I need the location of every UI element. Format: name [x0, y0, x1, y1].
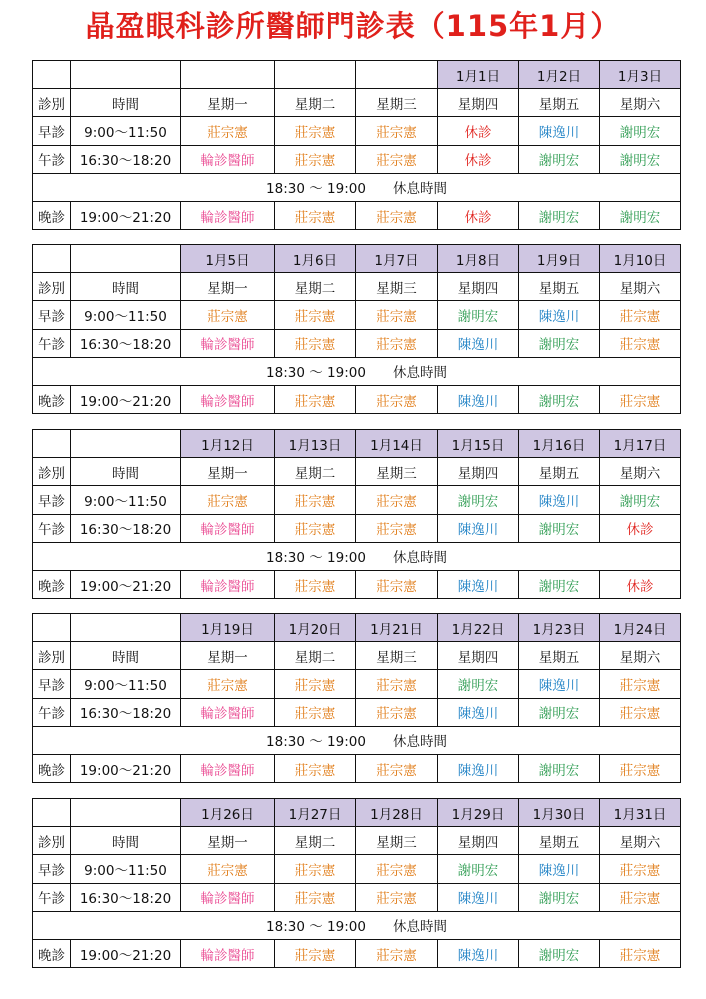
weekday-header: 星期五 [519, 273, 600, 301]
doctor-xie: 謝明宏 [519, 570, 600, 598]
blank-cell [33, 614, 71, 642]
doctor-rotating: 輪診醫師 [181, 939, 275, 967]
date-cell: 1月19日 [181, 614, 275, 642]
session-label: 早診 [33, 855, 71, 883]
page-title: 晶盈眼科診所醫師門診表（115年1月） [85, 9, 621, 43]
session-label: 晚診 [33, 201, 71, 229]
doctor-zhuang: 莊宗憲 [275, 486, 356, 514]
doctor-chen: 陳逸川 [438, 514, 519, 542]
session-row-afternoon [33, 145, 681, 173]
session-row-evening [33, 385, 681, 413]
weekday-header: 星期一 [181, 458, 275, 486]
break-row [33, 542, 681, 570]
doctor-rotating: 輪診醫師 [181, 201, 275, 229]
weekday-header: 星期三 [356, 273, 438, 301]
weekday-header: 星期六 [600, 273, 681, 301]
doctor-xie: 謝明宏 [600, 117, 681, 145]
doctor-rotating: 輪診醫師 [181, 883, 275, 911]
doctor-zhuang: 莊宗憲 [356, 329, 438, 357]
date-cell: 1月15日 [438, 430, 519, 458]
weekday-header: 星期三 [356, 642, 438, 670]
doctor-chen: 陳逸川 [519, 855, 600, 883]
session-label: 早診 [33, 117, 71, 145]
session-label: 晚診 [33, 570, 71, 598]
doctor-zhuang: 莊宗憲 [356, 754, 438, 782]
weekday-header: 星期二 [275, 273, 356, 301]
doctor-zhuang: 莊宗憲 [275, 855, 356, 883]
blank-cell [71, 61, 181, 89]
doctor-chen: 陳逸川 [438, 698, 519, 726]
weekday-header: 星期四 [438, 827, 519, 855]
doctor-zhuang: 莊宗憲 [356, 939, 438, 967]
date-cell: 1月14日 [356, 430, 438, 458]
date-cell: 1月5日 [181, 245, 275, 273]
session-time: 19:00～21:20 [71, 754, 181, 782]
weekday-header: 星期五 [519, 827, 600, 855]
doctor-zhuang: 莊宗憲 [600, 301, 681, 329]
doctor-zhuang: 莊宗憲 [275, 754, 356, 782]
session-row-morning [33, 486, 681, 514]
week-table-4 [32, 613, 681, 783]
date-cell: 1月31日 [600, 799, 681, 827]
doctor-zhuang: 莊宗憲 [356, 201, 438, 229]
break-row [33, 726, 681, 754]
session-label: 晚診 [33, 385, 71, 413]
weekday-header: 星期二 [275, 642, 356, 670]
weekday-header: 星期三 [356, 827, 438, 855]
weekday-header: 星期二 [275, 89, 356, 117]
session-time: 19:00～21:20 [71, 201, 181, 229]
blank-cell [71, 430, 181, 458]
date-cell: 1月26日 [181, 799, 275, 827]
date-row [33, 61, 681, 89]
doctor-chen: 陳逸川 [519, 301, 600, 329]
date-cell: 1月12日 [181, 430, 275, 458]
doctor-chen: 陳逸川 [519, 486, 600, 514]
doctor-zhuang: 莊宗憲 [275, 117, 356, 145]
doctor-zhuang: 莊宗憲 [275, 939, 356, 967]
weekday-header: 星期四 [438, 458, 519, 486]
session-row-evening [33, 754, 681, 782]
date-cell: 1月27日 [275, 799, 356, 827]
session-label: 晚診 [33, 939, 71, 967]
header-row [33, 89, 681, 117]
doctor-zhuang: 莊宗憲 [181, 855, 275, 883]
clinic-closed: 休診 [600, 514, 681, 542]
blank-cell [33, 245, 71, 273]
doctor-xie: 謝明宏 [438, 486, 519, 514]
date-cell: 1月28日 [356, 799, 438, 827]
doctor-xie: 謝明宏 [519, 939, 600, 967]
session-time: 16:30～18:20 [71, 698, 181, 726]
doctor-xie: 謝明宏 [519, 385, 600, 413]
session-time: 9:00～11:50 [71, 670, 181, 698]
blank-cell [33, 61, 71, 89]
doctor-zhuang: 莊宗憲 [356, 486, 438, 514]
date-cell: 1月13日 [275, 430, 356, 458]
session-row-afternoon [33, 514, 681, 542]
doctor-xie: 謝明宏 [519, 201, 600, 229]
doctor-chen: 陳逸川 [438, 329, 519, 357]
date-cell: 1月3日 [600, 61, 681, 89]
break-time-text: 18:30 ～ 19:00 休息時間 [33, 726, 681, 754]
date-cell: 1月6日 [275, 245, 356, 273]
session-label: 午診 [33, 698, 71, 726]
time-header: 時間 [71, 273, 181, 301]
doctor-zhuang: 莊宗憲 [275, 385, 356, 413]
doctor-zhuang: 莊宗憲 [600, 329, 681, 357]
blank-cell [71, 245, 181, 273]
blank-cell [71, 614, 181, 642]
doctor-rotating: 輪診醫師 [181, 145, 275, 173]
session-time: 9:00～11:50 [71, 855, 181, 883]
header-row [33, 458, 681, 486]
weekday-header: 星期二 [275, 827, 356, 855]
blank-cell [33, 799, 71, 827]
doctor-zhuang: 莊宗憲 [275, 698, 356, 726]
date-cell: 1月8日 [438, 245, 519, 273]
doctor-chen: 陳逸川 [438, 883, 519, 911]
doctor-xie: 謝明宏 [600, 486, 681, 514]
blank-cell [71, 799, 181, 827]
doctor-zhuang: 莊宗憲 [356, 570, 438, 598]
session-label: 早診 [33, 301, 71, 329]
session-time: 16:30～18:20 [71, 329, 181, 357]
date-row [33, 245, 681, 273]
break-row [33, 357, 681, 385]
session-label: 午診 [33, 514, 71, 542]
date-row [33, 614, 681, 642]
weekday-header: 星期五 [519, 642, 600, 670]
date-cell: 1月9日 [519, 245, 600, 273]
date-cell: 1月20日 [275, 614, 356, 642]
weekday-header: 星期五 [519, 89, 600, 117]
date-cell: 1月1日 [438, 61, 519, 89]
doctor-xie: 謝明宏 [519, 754, 600, 782]
session-row-morning [33, 301, 681, 329]
doctor-zhuang: 莊宗憲 [356, 301, 438, 329]
blank-cell [33, 430, 71, 458]
session-time: 16:30～18:20 [71, 514, 181, 542]
doctor-rotating: 輪診醫師 [181, 570, 275, 598]
week-table-2 [32, 244, 681, 414]
session-header: 診別 [33, 89, 71, 117]
session-label: 午診 [33, 329, 71, 357]
week-table-3 [32, 429, 681, 599]
doctor-zhuang: 莊宗憲 [600, 754, 681, 782]
blank-date-cell [181, 61, 275, 89]
break-time-text: 18:30 ～ 19:00 休息時間 [33, 542, 681, 570]
date-cell: 1月7日 [356, 245, 438, 273]
session-row-evening [33, 939, 681, 967]
clinic-closed: 休診 [438, 145, 519, 173]
session-row-morning [33, 855, 681, 883]
doctor-zhuang: 莊宗憲 [356, 145, 438, 173]
weekday-header: 星期六 [600, 458, 681, 486]
weekday-header: 星期一 [181, 273, 275, 301]
doctor-zhuang: 莊宗憲 [275, 883, 356, 911]
session-row-evening [33, 201, 681, 229]
weekday-header: 星期四 [438, 273, 519, 301]
doctor-zhuang: 莊宗憲 [356, 883, 438, 911]
doctor-rotating: 輪診醫師 [181, 329, 275, 357]
session-row-evening [33, 570, 681, 598]
session-header: 診別 [33, 458, 71, 486]
doctor-zhuang: 莊宗憲 [356, 670, 438, 698]
session-time: 16:30～18:20 [71, 145, 181, 173]
break-time-text: 18:30 ～ 19:00 休息時間 [33, 357, 681, 385]
doctor-chen: 陳逸川 [438, 754, 519, 782]
doctor-zhuang: 莊宗憲 [275, 201, 356, 229]
doctor-zhuang: 莊宗憲 [356, 117, 438, 145]
doctor-rotating: 輪診醫師 [181, 385, 275, 413]
doctor-xie: 謝明宏 [600, 145, 681, 173]
doctor-zhuang: 莊宗憲 [356, 514, 438, 542]
doctor-rotating: 輪診醫師 [181, 698, 275, 726]
session-time: 9:00～11:50 [71, 117, 181, 145]
doctor-chen: 陳逸川 [519, 117, 600, 145]
clinic-closed: 休診 [600, 570, 681, 598]
doctor-zhuang: 莊宗憲 [356, 855, 438, 883]
session-header: 診別 [33, 827, 71, 855]
doctor-xie: 謝明宏 [519, 145, 600, 173]
doctor-zhuang: 莊宗憲 [181, 670, 275, 698]
session-time: 19:00～21:20 [71, 385, 181, 413]
time-header: 時間 [71, 827, 181, 855]
doctor-zhuang: 莊宗憲 [181, 486, 275, 514]
header-row [33, 827, 681, 855]
doctor-zhuang: 莊宗憲 [600, 855, 681, 883]
date-row [33, 430, 681, 458]
doctor-xie: 謝明宏 [438, 670, 519, 698]
date-row [33, 799, 681, 827]
doctor-xie: 謝明宏 [600, 201, 681, 229]
doctor-xie: 謝明宏 [519, 883, 600, 911]
session-header: 診別 [33, 642, 71, 670]
session-time: 9:00～11:50 [71, 486, 181, 514]
session-time: 9:00～11:50 [71, 301, 181, 329]
session-time: 19:00～21:20 [71, 939, 181, 967]
break-row [33, 173, 681, 201]
date-cell: 1月2日 [519, 61, 600, 89]
doctor-zhuang: 莊宗憲 [275, 329, 356, 357]
doctor-zhuang: 莊宗憲 [600, 698, 681, 726]
doctor-rotating: 輪診醫師 [181, 754, 275, 782]
session-label: 晚診 [33, 754, 71, 782]
session-row-afternoon [33, 329, 681, 357]
doctor-xie: 謝明宏 [438, 301, 519, 329]
time-header: 時間 [71, 642, 181, 670]
session-label: 早診 [33, 486, 71, 514]
session-time: 19:00～21:20 [71, 570, 181, 598]
doctor-zhuang: 莊宗憲 [275, 670, 356, 698]
date-cell: 1月16日 [519, 430, 600, 458]
week-table-5 [32, 798, 681, 968]
date-cell: 1月30日 [519, 799, 600, 827]
doctor-chen: 陳逸川 [438, 570, 519, 598]
weekday-header: 星期六 [600, 642, 681, 670]
doctor-zhuang: 莊宗憲 [356, 698, 438, 726]
session-row-afternoon [33, 698, 681, 726]
weekday-header: 星期三 [356, 89, 438, 117]
header-row [33, 642, 681, 670]
doctor-zhuang: 莊宗憲 [275, 145, 356, 173]
doctor-zhuang: 莊宗憲 [600, 670, 681, 698]
clinic-closed: 休診 [438, 201, 519, 229]
weekday-header: 星期三 [356, 458, 438, 486]
doctor-xie: 謝明宏 [438, 855, 519, 883]
weekday-header: 星期一 [181, 642, 275, 670]
clinic-closed: 休診 [438, 117, 519, 145]
session-label: 午診 [33, 883, 71, 911]
session-row-morning [33, 117, 681, 145]
header-row [33, 273, 681, 301]
date-cell: 1月10日 [600, 245, 681, 273]
session-row-afternoon [33, 883, 681, 911]
doctor-xie: 謝明宏 [519, 329, 600, 357]
date-cell: 1月24日 [600, 614, 681, 642]
date-cell: 1月23日 [519, 614, 600, 642]
time-header: 時間 [71, 89, 181, 117]
date-cell: 1月17日 [600, 430, 681, 458]
break-time-text: 18:30 ～ 19:00 休息時間 [33, 911, 681, 939]
doctor-chen: 陳逸川 [438, 939, 519, 967]
doctor-zhuang: 莊宗憲 [600, 883, 681, 911]
weekday-header: 星期六 [600, 827, 681, 855]
doctor-chen: 陳逸川 [519, 670, 600, 698]
session-row-morning [33, 670, 681, 698]
week-table-1 [32, 60, 681, 230]
weekday-header: 星期一 [181, 827, 275, 855]
date-cell: 1月29日 [438, 799, 519, 827]
weekday-header: 星期二 [275, 458, 356, 486]
session-header: 診別 [33, 273, 71, 301]
doctor-zhuang: 莊宗憲 [275, 570, 356, 598]
session-time: 16:30～18:20 [71, 883, 181, 911]
blank-date-cell [275, 61, 356, 89]
doctor-zhuang: 莊宗憲 [600, 385, 681, 413]
session-label: 早診 [33, 670, 71, 698]
doctor-chen: 陳逸川 [438, 385, 519, 413]
weekday-header: 星期六 [600, 89, 681, 117]
blank-date-cell [356, 61, 438, 89]
doctor-zhuang: 莊宗憲 [275, 301, 356, 329]
weekday-header: 星期四 [438, 89, 519, 117]
doctor-zhuang: 莊宗憲 [181, 301, 275, 329]
doctor-zhuang: 莊宗憲 [181, 117, 275, 145]
weekday-header: 星期五 [519, 458, 600, 486]
doctor-rotating: 輪診醫師 [181, 514, 275, 542]
doctor-xie: 謝明宏 [519, 514, 600, 542]
break-row [33, 911, 681, 939]
weekday-header: 星期四 [438, 642, 519, 670]
doctor-zhuang: 莊宗憲 [275, 514, 356, 542]
break-time-text: 18:30 ～ 19:00 休息時間 [33, 173, 681, 201]
time-header: 時間 [71, 458, 181, 486]
doctor-zhuang: 莊宗憲 [356, 385, 438, 413]
date-cell: 1月21日 [356, 614, 438, 642]
doctor-xie: 謝明宏 [519, 698, 600, 726]
date-cell: 1月22日 [438, 614, 519, 642]
weekday-header: 星期一 [181, 89, 275, 117]
session-label: 午診 [33, 145, 71, 173]
doctor-zhuang: 莊宗憲 [600, 939, 681, 967]
